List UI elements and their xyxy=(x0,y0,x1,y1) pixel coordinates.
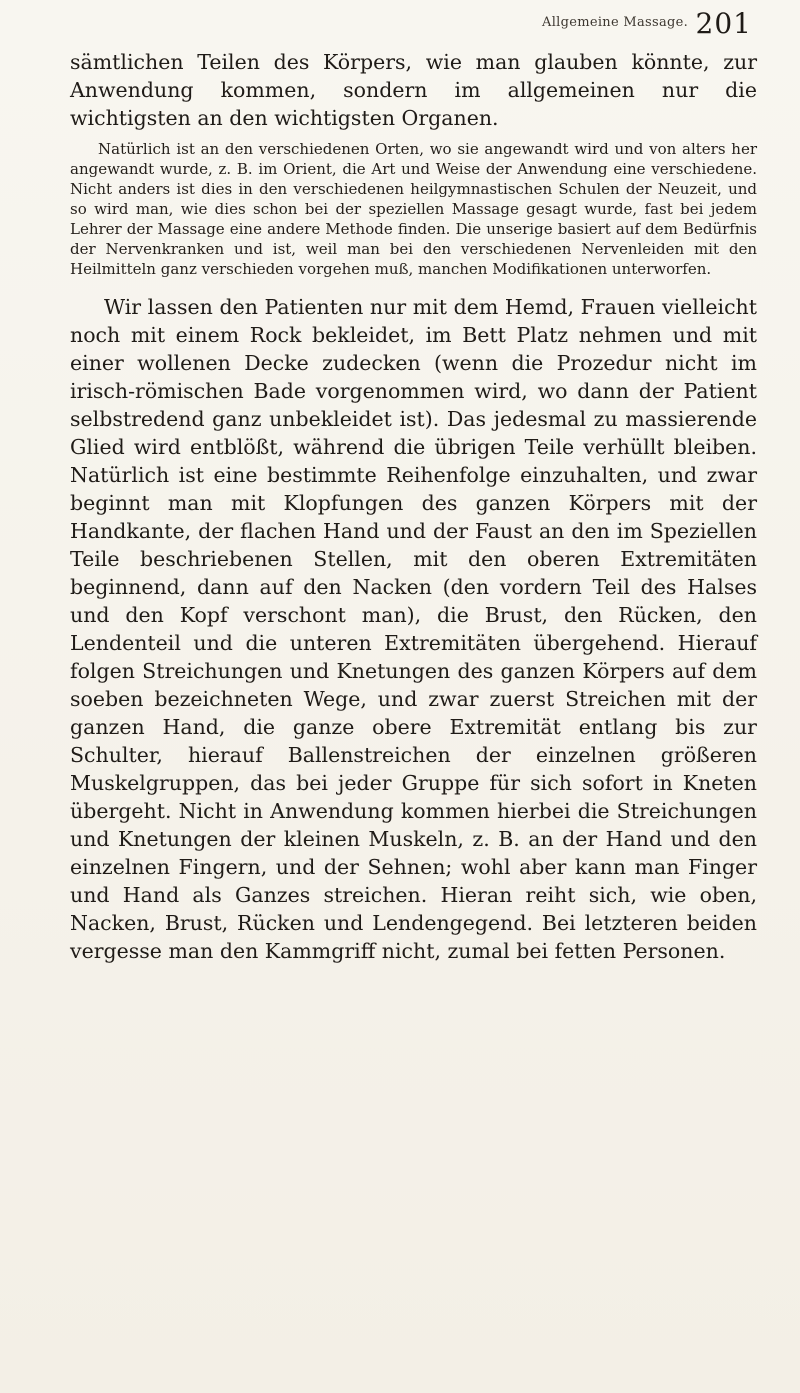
page-number: 201 xyxy=(695,7,752,40)
body-text xyxy=(70,48,757,965)
paragraph-main: Wir lassen den Patienten nur mit dem Hemd, Frauen vielleicht noch mit einem Rock bekleidet, im Bett Platz nehmen und mit einer wollenen Decke zudecken (wenn die Prozedur nicht im irisch-römischen Bade vorgenommen wird, wo dann der Patient selbstredend ganz unbekleidet ist). Das jedesmal zu massierende Glied wird entblößt, während die übrigen Teile verhüllt bleiben. Natürlich ist eine bestimmte Reihenfolge einzuhalten, und zwar beginnt man mit Klopfungen des ganzen Körpers mit der Handkante, der flachen Hand und der Faust an den im Speziellen Teile beschriebenen Stellen, mit den oberen Extremitäten beginnend, dann auf den Nacken (den vordern Teil des Halses und den Kopf verschont man), die Brust, den Rücken, den Lendenteil und die unteren Extremitäten übergehend. Hierauf folgen Streichungen und Knetungen des ganzen Körpers auf dem soeben bezeichneten Wege, und zwar zuerst Streichen mit der ganzen Hand, die ganze obere Extremität entlang bis zur Schulter, hierauf Ballenstreichen der einzelnen größeren Muskelgruppen, das bei jeder Gruppe für sich sofort in Kneten übergeht. Nicht in Anwendung kommen hierbei die Streichungen und Knetungen der kleinen Muskeln, z. B. an der Hand und den einzelnen Fingern, und der Sehnen; wohl aber kann man Finger und Hand als Ganzes streichen. Hieran reiht sich, wie oben, Nacken, Brust, Rücken und Lendengegend. Bei letzteren beiden vergesse man den Kammgriff nicht, zumal bei fetten Personen. xyxy=(70,295,757,963)
paragraph-continuation: sämtlichen Teilen des Körpers, wie man glauben könnte, zur Anwendung kommen, sondern im allgemeinen nur die wichtigsten an den wichtigsten Organen. xyxy=(70,50,757,130)
paragraph-note: Natürlich ist an den verschiedenen Orten, wo sie angewandt wird und von alters her angewandt wurde, z. B. im Orient, die Art und Weise der Anwendung eine verschiedene. Nicht anders ist dies in den verschiedenen heilgymnastischen Schulen der Neuzeit, und so wird man, wie dies schon bei der speziellen Massage gesagt wurde, fast bei jedem Lehrer der Massage eine andere Methode finden. Die unserige basiert auf dem Bedürfnis der Nervenkranken und ist, weil man bei den verschiedenen Nervenleiden mit den Heilmitteln ganz verschieden vorgehen muß, manchen Modifikationen unterworfen. xyxy=(70,140,757,278)
page-header xyxy=(72,7,752,47)
running-head: Allgemeine Massage. xyxy=(542,15,689,30)
